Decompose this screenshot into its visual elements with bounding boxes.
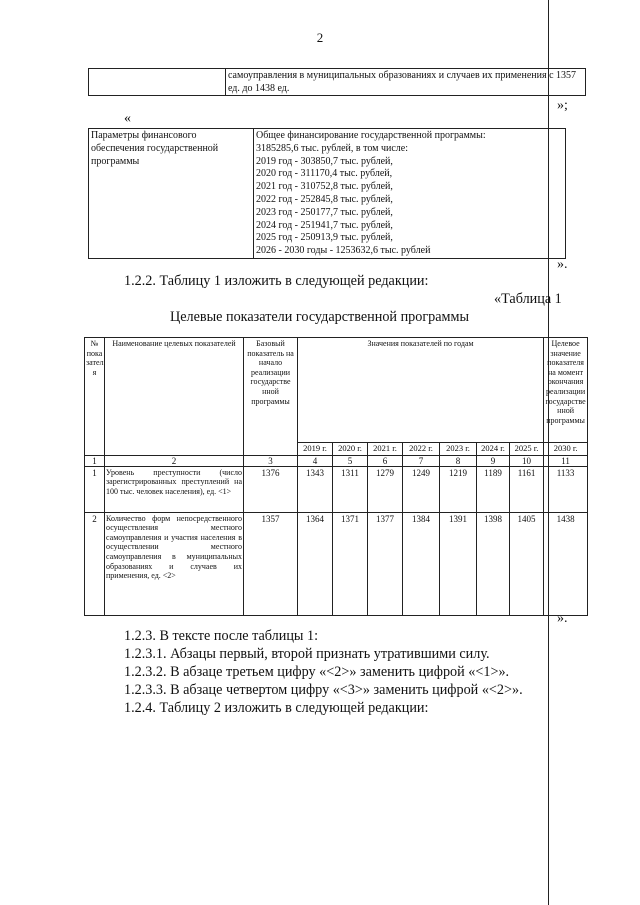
column-index: 3 — [244, 455, 298, 466]
table-title: Целевые показатели государственной программы — [170, 309, 470, 325]
opening-quote: « — [124, 111, 131, 126]
year-value: 1377 — [368, 512, 403, 615]
header-number: № пока зател я — [85, 338, 105, 456]
base-value: 1376 — [244, 466, 298, 512]
finance-line: 3185285,6 тыс. рублей, в том числе: — [256, 142, 409, 154]
year-value: 1249 — [403, 466, 440, 512]
paragraph: 1.2.3.1. Абзацы первый, второй признать утратившими силу. — [124, 646, 490, 662]
indicator-name: Количество форм непосредственного осуществления местного самоуправления и участия населения в осуществлении местного самоуправления в муниципальных образованиях и случаев их применения, ед. <2> — [105, 512, 244, 615]
column-index: 7 — [403, 455, 440, 466]
finance-line: 2023 год - 250177,7 тыс. рублей, — [256, 206, 393, 218]
table-row — [85, 512, 588, 615]
header-target: Целевое значение показателя на момент окончания реализации государстве нной программы — [544, 338, 588, 443]
year-value: 1189 — [477, 466, 510, 512]
year-header: 2019 г. — [298, 443, 333, 456]
year-value: 1343 — [298, 466, 333, 512]
finance-line: 2021 год - 310752,8 тыс. рублей, — [256, 181, 393, 193]
year-header: 2020 г. — [333, 443, 368, 456]
column-index: 8 — [440, 455, 477, 466]
column-index: 5 — [333, 455, 368, 466]
continuation-empty-cell — [89, 69, 226, 96]
header-base: Базовый показатель на начало реализации государстве нной программы — [244, 338, 298, 456]
paragraph-1-2-2: 1.2.2. Таблицу 1 изложить в следующей редакции: — [124, 273, 429, 289]
paragraph: 1.2.4. Таблицу 2 изложить в следующей редакции: — [124, 700, 429, 716]
year-value: 1219 — [440, 466, 477, 512]
year-header: 2024 г. — [477, 443, 510, 456]
indicator-name: Уровень преступности (число зарегистрированных преступлений на 100 тыс. человек населения), ед. <1> — [105, 466, 244, 512]
closing-quote-3: ». — [557, 611, 568, 626]
finance-line: Общее финансирование государственной программы: — [256, 130, 486, 141]
year-value: 1384 — [403, 512, 440, 615]
column-index: 10 — [510, 455, 544, 466]
year-value: 1405 — [510, 512, 544, 615]
finance-lines — [254, 129, 566, 259]
column-index: 2 — [105, 455, 244, 466]
year-value: 1398 — [477, 512, 510, 615]
finance-label: Параметры финансового обеспечения государственной программы — [89, 129, 254, 259]
column-index: 4 — [298, 455, 333, 466]
year-value: 1279 — [368, 466, 403, 512]
year-header: 2022 г. — [403, 443, 440, 456]
closing-quote-2: ». — [557, 257, 568, 272]
paragraph: 1.2.3. В тексте после таблицы 1: — [124, 628, 319, 644]
table-label: «Таблица 1 — [494, 291, 562, 307]
continuation-text: самоуправления в муниципальных образованиях и случаев их применения с 1357 ед. до 1438 ед. — [226, 69, 586, 96]
finance-line: 2022 год - 252845,8 тыс. рублей, — [256, 193, 393, 205]
finance-table — [88, 128, 566, 259]
paragraph: 1.2.3.3. В абзаце четвертом цифру «<3>» заменить цифрой «<2>». — [124, 682, 523, 698]
page-number: 2 — [316, 30, 324, 45]
paragraph: 1.2.3.2. В абзаце третьем цифру «<2>» заменить цифрой «<1>». — [124, 664, 510, 680]
table-row — [85, 466, 588, 512]
header-values: Значения показателей по годам — [298, 338, 544, 443]
finance-line: 2024 год - 251941,7 тыс. рублей, — [256, 219, 393, 231]
year-header: 2021 г. — [368, 443, 403, 456]
header-name: Наименование целевых показателей — [105, 338, 244, 456]
year-value: 1391 — [440, 512, 477, 615]
finance-line: 2025 год - 250913,9 тыс. рублей, — [256, 232, 393, 244]
year-header: 2030 г. — [544, 443, 588, 456]
finance-line: 2019 год - 303850,7 тыс. рублей, — [256, 155, 393, 167]
year-value: 1371 — [333, 512, 368, 615]
finance-line: 2020 год - 311170,4 тыс. рублей, — [256, 168, 393, 180]
column-index: 11 — [544, 455, 588, 466]
column-index: 1 — [85, 455, 105, 466]
finance-line: 2026 - 2030 годы - 1253632,6 тыс. рублей — [256, 245, 431, 257]
year-value: 1161 — [510, 466, 544, 512]
year-value: 1364 — [298, 512, 333, 615]
year-header: 2023 г. — [440, 443, 477, 456]
target-value: 1133 — [544, 466, 588, 512]
row-number: 1 — [85, 466, 105, 512]
year-value: 1311 — [333, 466, 368, 512]
row-number: 2 — [85, 512, 105, 615]
continuation-table — [88, 68, 586, 96]
column-index: 6 — [368, 455, 403, 466]
base-value: 1357 — [244, 512, 298, 615]
indicators-table — [84, 337, 588, 616]
closing-quote-1: »; — [557, 98, 568, 113]
target-value: 1438 — [544, 512, 588, 615]
column-index: 9 — [477, 455, 510, 466]
year-header: 2025 г. — [510, 443, 544, 456]
